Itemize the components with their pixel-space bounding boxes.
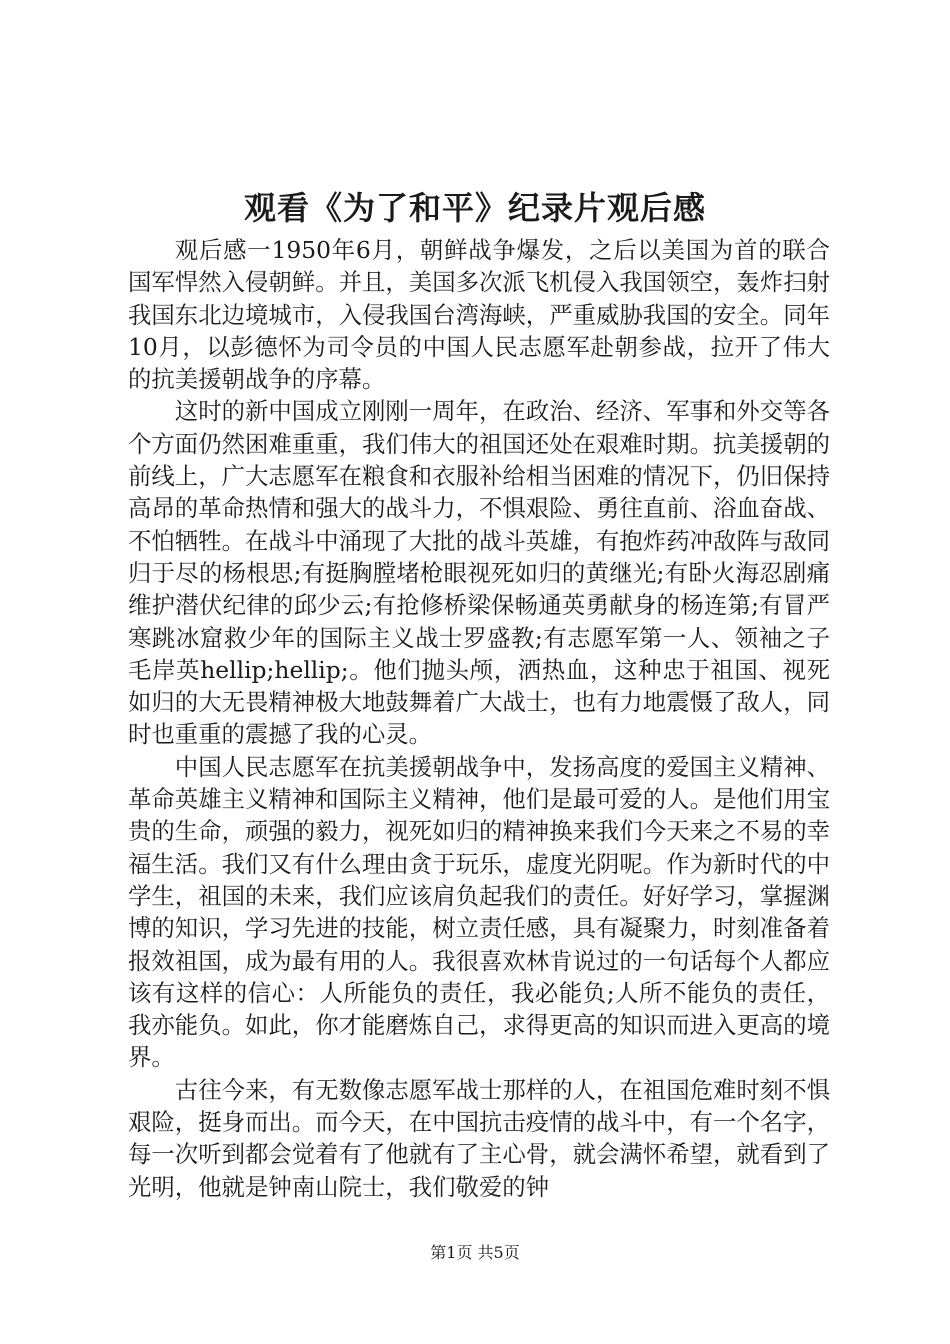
document-title: 观看《为了和平》纪录片观后感	[243, 189, 706, 227]
page-number: 第1页 共5页	[430, 1243, 520, 1262]
paragraph-3: 中国人民志愿军在抗美援朝战争中，发扬高度的爱国主义精神、革命英雄主义精神和国际主义精神，他们是最可爱的人。是他们用宝贵的生命，顽强的毅力，视死如归的精神换来我们今天来之不易的幸福生活。我们又有什么理由贪于玩乐，虚度光阴呢。作为新时代的中学生，祖国的未来，我们应该肩负起我们的责任。好好学习，掌握渊博的知识，学习先进的技能，树立责任感，具有凝聚力，时刻准备着报效祖国，成为最有用的人。我很喜欢林肯说过的一句话每个人都应该有这样的信心：人所能负的责任，我必能负;人所不能负的责任，我亦能负。如此，你才能磨炼自己，求得更高的知识而进入更高的境界。	[128, 752, 830, 1072]
paragraph-1: 观后感一1950年6月，朝鲜战争爆发，之后以美国为首的联合国军悍然入侵朝鲜。并且，美国多次派飞机侵入我国领空，轰炸扫射我国东北边境城市，入侵我国台湾海峡，严重威胁我国的安全。同年10月，以彭德怀为司令员的中国人民志愿军赴朝参战，拉开了伟大的抗美援朝战争的序幕。	[128, 236, 830, 394]
paragraph-2: 这时的新中国成立刚刚一周年，在政治、经济、军事和外交等各个方面仍然困难重重，我们伟大的祖国还处在艰难时期。抗美援朝的前线上，广大志愿军在粮食和衣服补给相当困难的情况下，仍旧保持高昂的革命热情和强大的战斗力，不惧艰险、勇往直前、浴血奋战、不怕牺牲。在战斗中涌现了大批的战斗英雄，有抱炸药冲敌阵与敌同归于尽的杨根思;有挺胸膛堵枪眼视死如归的黄继光;有卧火海忍剧痛维护潜伏纪律的邱少云;有抢修桥梁保畅通英勇献身的杨连第;有冒严寒跳冰窟救少年的国际主义战士罗盛教;有志愿军第一人、领袖之子毛岸英hellip;hellip;。他们抛头颅，洒热血，这种忠于祖国、视死如归的大无畏精神极大地鼓舞着广大战士，也有力地震慑了敌人，同时也重重的震撼了我的心灵。	[128, 397, 830, 749]
document-body	[128, 234, 830, 1203]
paragraph-4: 古往今来，有无数像志愿军战士那样的人，在祖国危难时刻不惧艰险，挺身而出。而今天，在中国抗击疫情的战斗中，有一个名字，每一次听到都会觉着有了他就有了主心骨，就会满怀希望，就看到了光明，他就是钟南山院士，我们敬爱的钟	[128, 1075, 830, 1201]
